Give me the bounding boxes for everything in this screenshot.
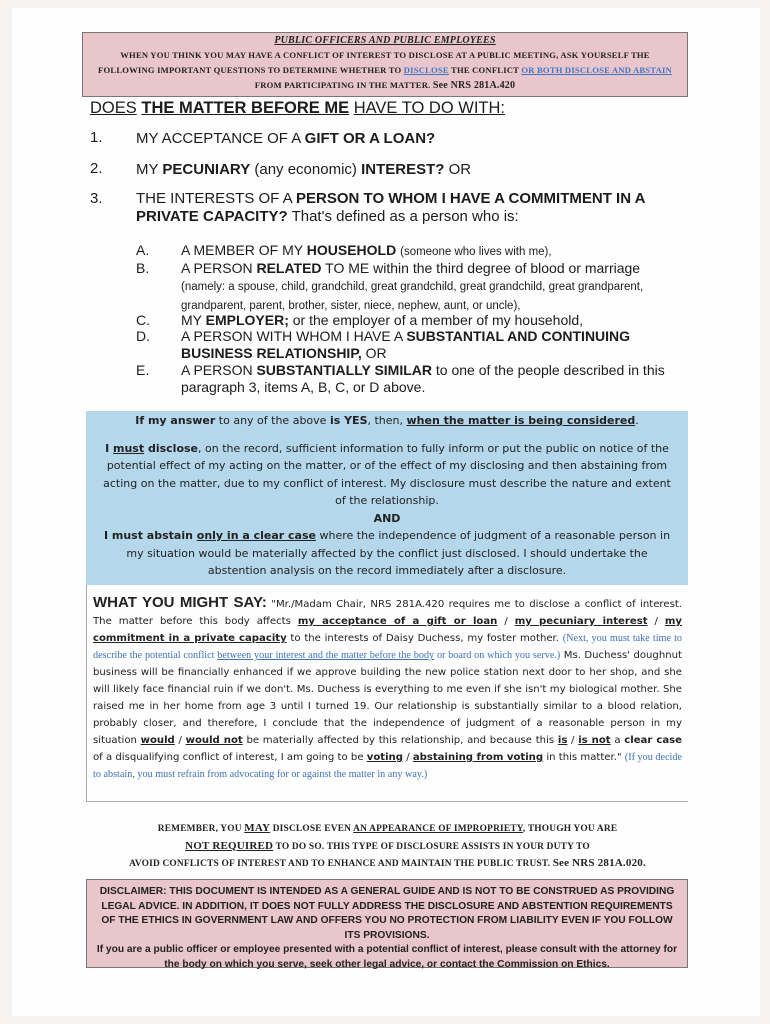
say-u3: my commitment in a private capacity	[93, 616, 682, 644]
question-2-bold-2: INTEREST?	[361, 161, 445, 178]
blue-p2-must: must	[113, 441, 145, 455]
item-e	[181, 362, 686, 396]
item-b-note: (namely: a spouse, child, grandchild, great grandchild, great grandchild, great grandparent, grandparent, parent, brother, sister, niece, nephew, aunt, or uncle),	[181, 281, 644, 312]
blue-l1-bold: If my answer	[135, 414, 216, 427]
say-b1e: or board on which you serve.)	[434, 650, 561, 661]
heading-part-2: THE MATTER BEFORE ME	[141, 99, 350, 117]
say-s3: /	[174, 735, 186, 746]
disclaimer-contact-text: If you are a public officer or employee presented with a potential conflict of interest, please consult with the attorney for the body on which you serve, seek other legal advice, or contact the Commission on Ethics.	[96, 944, 678, 970]
say-heading: WHAT YOU MIGHT SAY:	[93, 594, 267, 611]
blue-p2-pre: I	[105, 441, 114, 455]
item-d-post: OR	[361, 345, 387, 361]
question-3-post: That's defined as a person who is:	[287, 208, 519, 225]
blue-p2-text: , on the record, sufficient information to fully inform or put the public on notice of the potential effect of my acting on the matter, or of the effect of my disclosing and then abstaining from acting on the matter, due to my conflict of interest. My disclosure must describe the nature and extent of the relationship.	[103, 441, 671, 507]
question-2-post: (any economic)	[250, 161, 362, 178]
say-t5: a	[610, 735, 625, 746]
question-1-bold: GIFT OR A LOAN?	[304, 130, 436, 147]
disclaimer-text: DISCLAIMER: THIS DOCUMENT IS INTENDED AS A GENERAL GUIDE AND IS NOT TO BE CONSTRUED AS PROVIDING LEGAL ADVICE. IN ADDITION, IT DOES NOT FULLY ADDRESS THE DISCLOSURE AND ABSTENTION REQUIREMENTS OF THE ETHICS IN GOVERNMENT LAW AND OFFERS YOU NO PROTECTION FROM LIABILITY EVEN IF YOU FOLLOW ITS PROVISIONS.	[99, 886, 675, 941]
say-u2: my pecuniary interest	[514, 616, 648, 627]
item-d	[181, 328, 686, 362]
item-e-post: to one of the people described in this paragraph 3, items A, B, C, or D above.	[181, 362, 665, 395]
header-line-2	[83, 63, 687, 78]
heading-part-3: HAVE TO DO WITH:	[353, 99, 505, 117]
blue-l1-bold2: is YES	[329, 414, 368, 427]
item-b-letter: B.	[136, 260, 150, 276]
header-nrs-ref: See NRS 281A.420	[432, 80, 516, 91]
question-3	[136, 190, 684, 226]
say-t7: in this matter."	[543, 752, 625, 763]
item-a-pre: A MEMBER OF MY	[181, 242, 307, 258]
say-u5: would not	[185, 735, 243, 746]
say-clear-case: clear case	[624, 735, 682, 746]
item-d-letter: D.	[136, 328, 150, 344]
item-a-bold: HOUSEHOLD	[306, 242, 397, 258]
if-answer-yes-line	[86, 411, 688, 430]
item-e-bold: SUBSTANTIALLY SIMILAR	[256, 362, 432, 378]
blue-p3-bold: I must abstain	[103, 529, 197, 542]
blue-p2-disclose: disclose	[144, 441, 199, 455]
item-c-letter: C.	[136, 312, 150, 328]
item-a-note: (someone who lives with me),	[400, 246, 552, 258]
header-line-3	[83, 78, 687, 93]
item-c-bold: EMPLOYER;	[205, 312, 289, 328]
say-u7: is not	[578, 735, 611, 746]
say-s4: /	[567, 735, 579, 746]
say-u6: is	[557, 735, 568, 746]
disclaimer-box	[86, 879, 688, 968]
question-1-pre: MY ACCEPTANCE OF A	[136, 130, 305, 147]
say-u8: voting	[366, 752, 403, 763]
item-b-post: TO ME within the third degree of blood or marriage	[321, 260, 641, 276]
item-b-pre: A PERSON	[181, 260, 257, 276]
blue-l1-underline: when the matter is being considered	[406, 414, 636, 427]
say-t3: Ms. Duchess' doughnut business will be financially enhanced if we approve building the new police station next door to her shop, and she will likely face financial ruin if we don't. Ms. Duchess is everything to me even if she isn't my biological mother. She raised me in her home from age 3 until I turned 19. Our relationship is substantially similar to a blood relation, probably closer, and therefore, I conclude that the independence of judgment of a reasonable person in my situation	[93, 650, 682, 746]
remember-not-required: NOT REQUIRED	[185, 839, 274, 852]
remember-line-1	[110, 820, 665, 838]
remember-mid2: , THOUGH YOU ARE	[522, 824, 618, 834]
and-separator	[86, 510, 688, 528]
say-b1u: between your interest and the matter before the body	[217, 650, 435, 661]
say-u9: abstaining from voting	[412, 752, 544, 763]
question-2-pre: MY	[136, 161, 163, 178]
header-box	[82, 32, 688, 97]
question-2-number: 2.	[90, 160, 103, 177]
say-u4: would	[140, 735, 175, 746]
blue-p3-text: where the independence of judgment of a reasonable person in my situation would be materially affected by the conflict just disclosed. I should undertake the abstention analysis on the record immediately after a disclosure.	[126, 529, 671, 577]
item-d-pre: A PERSON WITH WHOM I HAVE A	[181, 328, 407, 344]
question-3-bold: PERSON TO WHOM I HAVE A COMMITMENT IN A PRIVATE CAPACITY?	[136, 190, 645, 225]
disclosure-abstain-box	[86, 411, 688, 585]
blue-l1-mid2: , then,	[367, 414, 407, 427]
say-b2: (If you decide to abstain, you must refrain from advocating for or against the matter in any way.)	[93, 752, 682, 780]
item-a	[181, 242, 686, 261]
disclose-link-text: DISCLOSE	[403, 65, 449, 75]
item-b-bold: RELATED	[256, 260, 322, 276]
item-e-letter: E.	[136, 362, 150, 378]
question-1	[136, 129, 684, 148]
header-title: PUBLIC OFFICERS AND PUBLIC EMPLOYEES	[274, 35, 496, 46]
remember-pre: REMEMBER, YOU	[157, 824, 245, 834]
remember-mid: DISCLOSE EVEN	[270, 824, 354, 834]
say-t6: of a disqualifying conflict of interest, I am going to be	[93, 752, 367, 763]
question-3-number: 3.	[90, 190, 103, 207]
item-e-pre: A PERSON	[181, 362, 257, 378]
main-question-heading	[90, 98, 690, 118]
header-line-3-start: FROM PARTICIPATING IN THE MATTER.	[254, 80, 431, 90]
item-a-letter: A.	[136, 242, 150, 258]
say-t4: be materially affected by this relationship, and because this	[242, 735, 558, 746]
blue-p3-underline: only in a clear case	[196, 529, 316, 542]
question-1-number: 1.	[90, 129, 103, 146]
what-you-might-say-box	[86, 585, 688, 802]
say-t1: "Mr./Madam Chair, NRS 281A.420 requires me to disclose a conflict of interest. The matter before this body affects	[93, 599, 682, 627]
item-d-bold: SUBSTANTIAL AND CONTINUING BUSINESS RELATIONSHIP,	[181, 328, 631, 361]
item-c	[181, 312, 686, 329]
remember-note	[110, 820, 665, 873]
remember-impropriety: AN APPEARANCE OF IMPROPRIETY	[353, 824, 523, 834]
must-disclose-paragraph	[86, 440, 688, 510]
remember-mid3: TO DO SO. THIS TYPE OF DISCLOSURE ASSISTS IN YOUR DUTY TO	[273, 841, 590, 852]
say-s5: /	[402, 752, 413, 763]
remember-line-2	[110, 838, 665, 856]
remember-line-3	[110, 855, 665, 873]
header-line-2-start: FOLLOWING IMPORTANT QUESTIONS TO DETERMINE WHETHER TO	[98, 65, 402, 75]
say-s1: /	[497, 616, 515, 627]
disclose-abstain-link-text: OR BOTH DISCLOSE AND ABSTAIN	[521, 65, 672, 75]
remember-nrs-ref: See NRS 281A.020.	[552, 857, 646, 869]
say-t2: to the interests of Daisy Duchess, my foster mother.	[286, 633, 563, 644]
item-c-pre: MY	[181, 312, 206, 328]
blue-and: AND	[373, 511, 401, 525]
heading-part-1: DOES	[90, 99, 137, 117]
blue-l1-end: .	[635, 414, 639, 427]
must-abstain-paragraph	[86, 527, 688, 580]
question-3-pre: THE INTERESTS OF A	[136, 190, 297, 207]
remember-may: MAY	[244, 822, 271, 834]
question-2-post-2: OR	[444, 161, 472, 178]
question-2-bold: PECUNIARY	[162, 161, 251, 178]
say-s2: /	[647, 616, 665, 627]
remember-line3-text: AVOID CONFLICTS OF INTEREST AND TO ENHANCE AND MAINTAIN THE PUBLIC TRUST.	[129, 859, 551, 869]
item-b	[181, 260, 686, 315]
say-b1: (Next, you must take time to describe the potential conflict	[93, 633, 682, 661]
question-2	[136, 160, 684, 179]
header-line-2-mid: THE CONFLICT	[451, 65, 519, 75]
blue-l1-mid: to any of the above	[215, 414, 330, 427]
header-line-1: WHEN YOU THINK YOU MAY HAVE A CONFLICT OF INTEREST TO DISCLOSE AT A PUBLIC MEETING, ASK YOURSELF THE	[120, 50, 650, 60]
item-c-post: or the employer of a member of my household,	[288, 312, 584, 328]
say-u1: my acceptance of a gift or loan	[297, 616, 498, 627]
